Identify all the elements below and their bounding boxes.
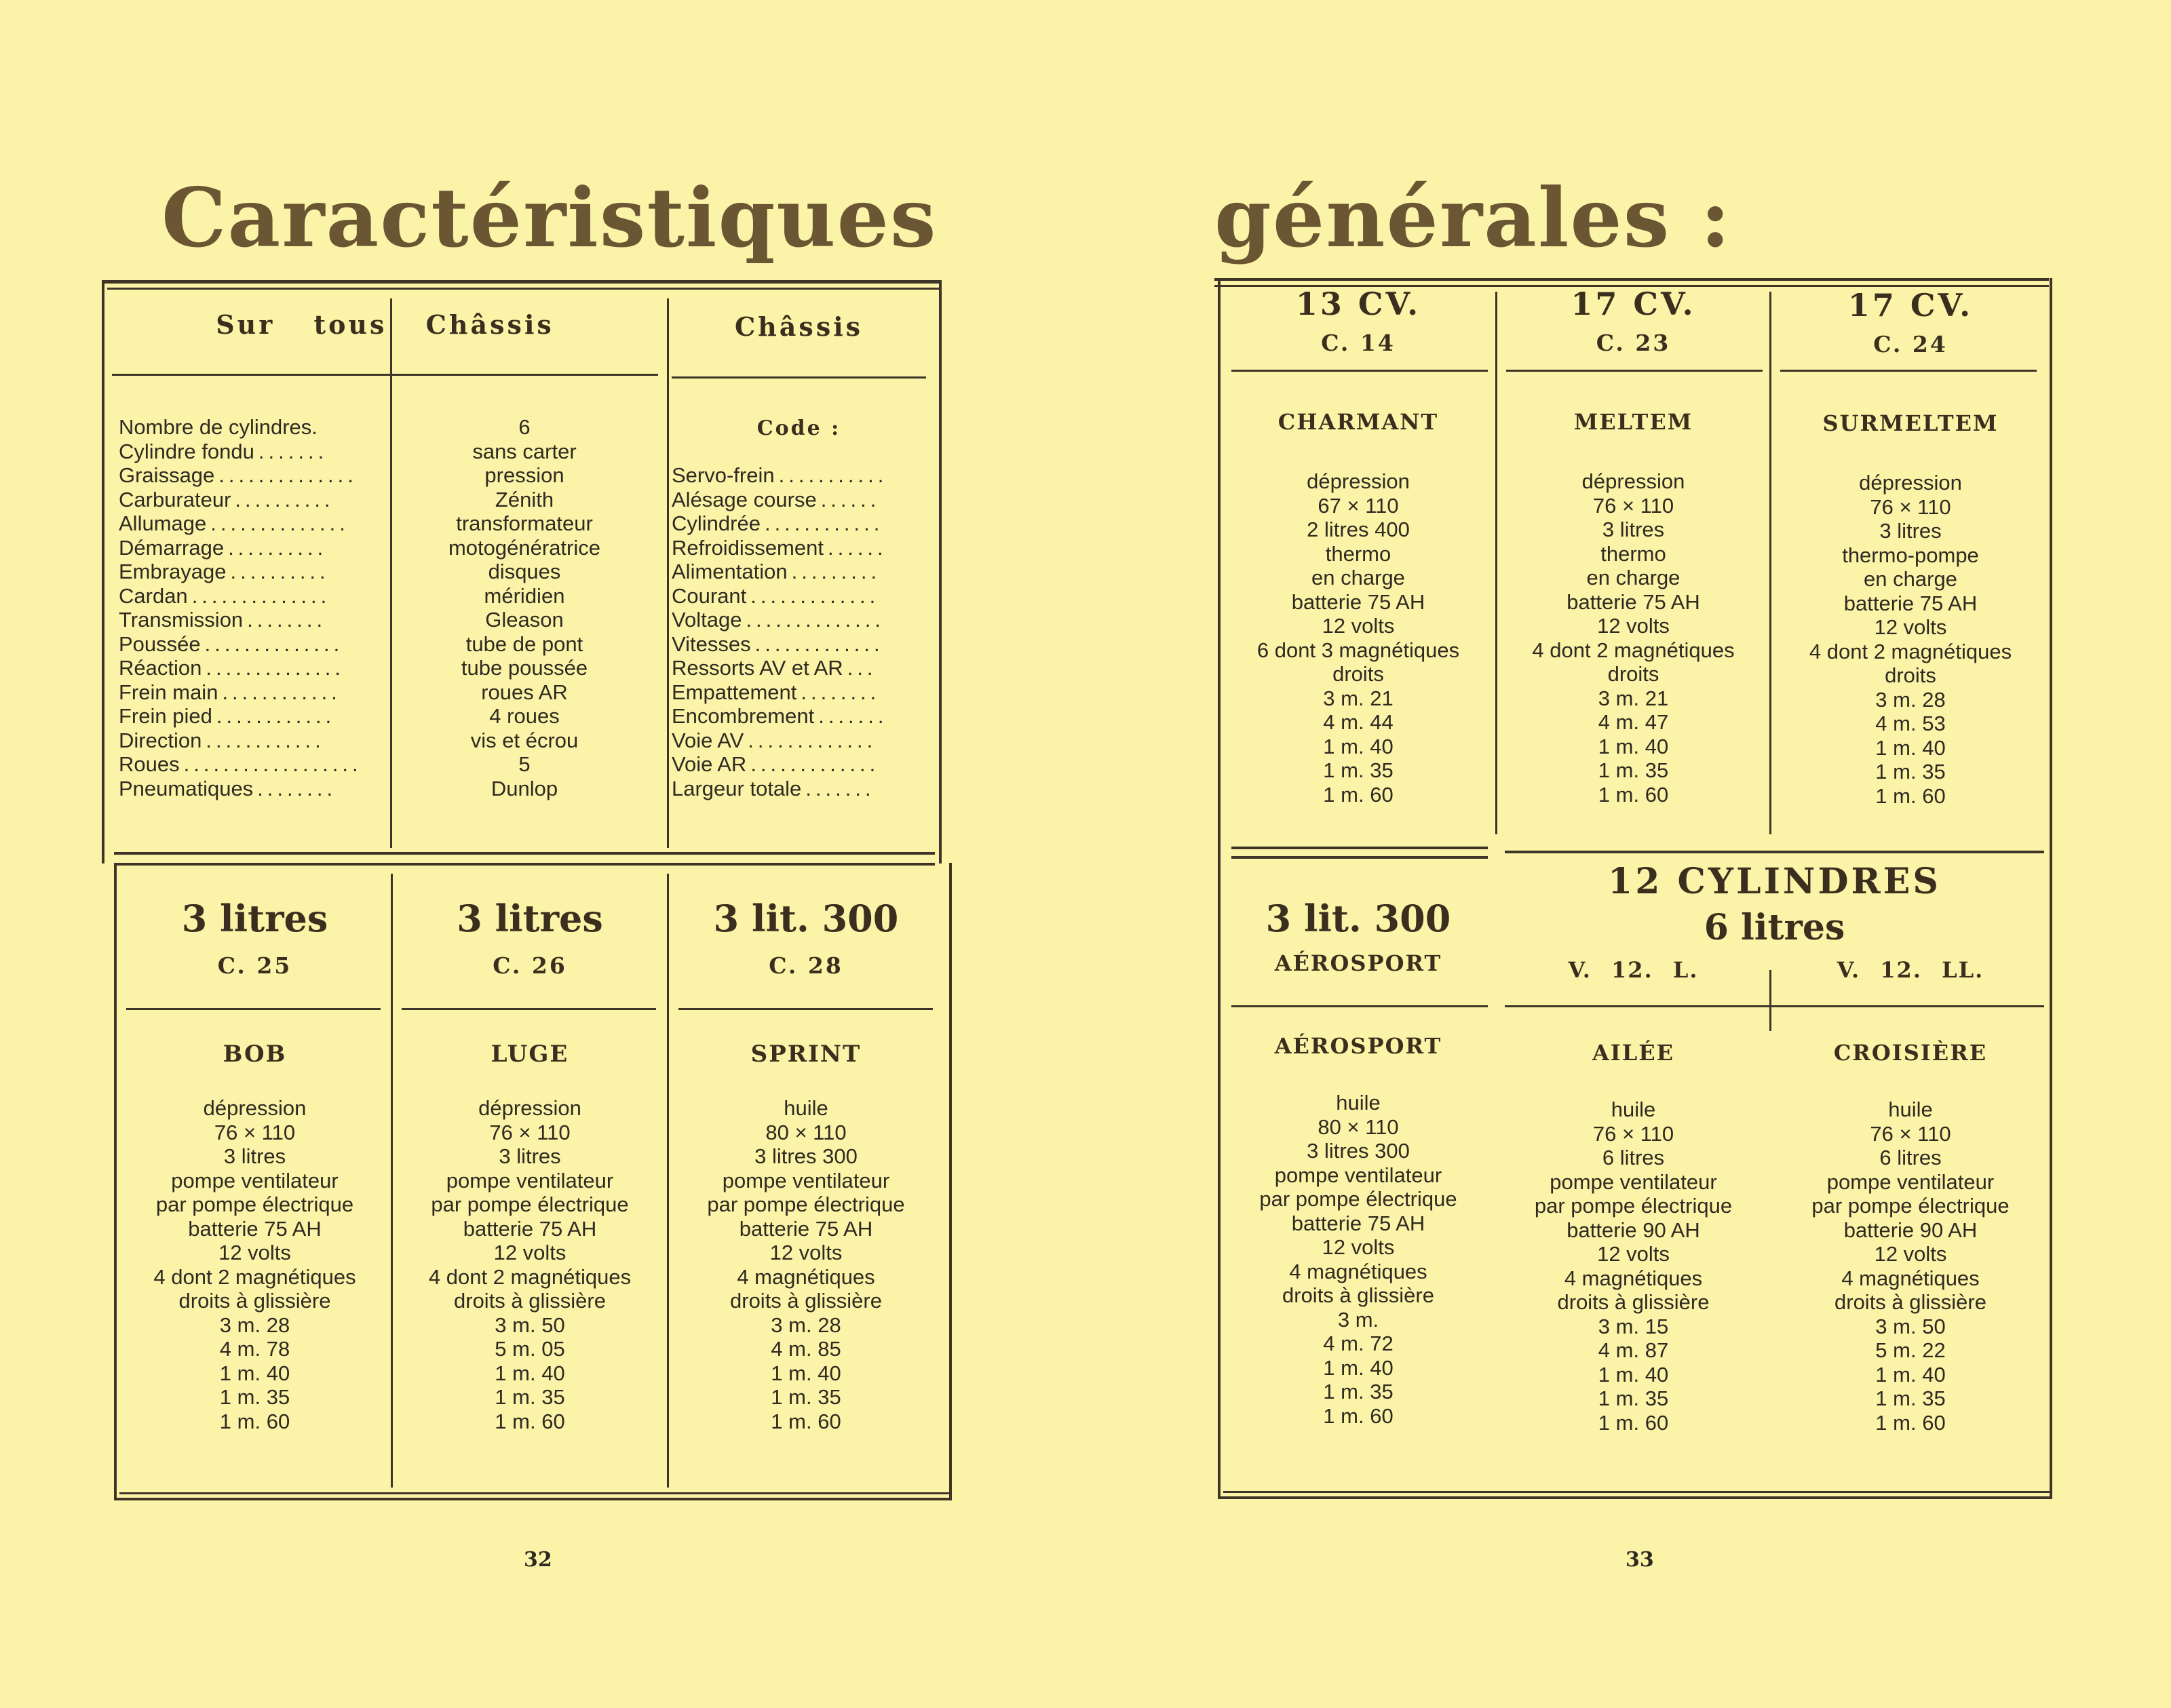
list-item: 12 volts [1597, 614, 1670, 638]
list-item: 12 volts [1322, 1235, 1395, 1259]
model-name: MELTEM [1573, 409, 1693, 435]
list-item: droits à glissière [730, 1289, 882, 1313]
list-item: 12 volts [769, 1241, 843, 1264]
list-item: 1 m. 35 [1875, 760, 1946, 783]
list-item: tube de pont [465, 632, 583, 656]
list-item: par pompe électrique [707, 1192, 905, 1216]
list-item: pompe ventilateur [446, 1168, 614, 1192]
list-item: Frein pied ............ [119, 704, 336, 728]
list-item: huile [784, 1096, 828, 1120]
list-item: 4 dont 2 magnétiques [1809, 639, 2012, 663]
model-column-sprint [670, 897, 942, 1433]
model-code: C. 23 [1596, 330, 1671, 356]
list-item: 3 m. 21 [1598, 686, 1669, 710]
list-item: Transmission ........ [119, 608, 327, 632]
common-labels [119, 415, 380, 800]
list-item: 3 litres [1879, 519, 1942, 543]
list-item: droits à glissière [1282, 1283, 1434, 1307]
list-item: Poussée .............. [119, 632, 344, 656]
list-item: Cylindrée ............ [672, 511, 884, 535]
list-item: dépression [203, 1096, 307, 1120]
list-item: Alésage course ...... [672, 487, 881, 511]
list-item: 1 m. 60 [1598, 1410, 1669, 1435]
list-item: Largeur totale ....... [672, 776, 875, 800]
model-specs [1497, 469, 1769, 807]
list-item: 1 m. 60 [771, 1409, 841, 1433]
list-item: 80 × 110 [1318, 1114, 1399, 1139]
chassis-header: Châssis [734, 311, 864, 342]
list-item: vis et écrou [470, 728, 579, 752]
list-item: dépression [1581, 469, 1685, 493]
list-item: dépression [478, 1096, 581, 1120]
list-item: 4 m. 87 [1598, 1338, 1669, 1362]
list-item: transformateur [456, 511, 593, 535]
list-item: 1 m. 40 [1598, 734, 1669, 758]
list-item: 12 volts [1322, 614, 1395, 638]
list-item: batterie 75 AH [463, 1216, 597, 1241]
model-column-croisiere [1771, 955, 2050, 1435]
list-item: Frein main ............ [119, 680, 341, 704]
model-column-bob [121, 897, 389, 1433]
list-item: 3 m. 50 [495, 1313, 565, 1337]
list-item: 1 m. 60 [219, 1409, 290, 1433]
list-item: 76 × 110 [214, 1120, 296, 1144]
divider [112, 374, 658, 376]
list-item: tube poussée [461, 656, 588, 680]
page-number: 32 [524, 1548, 552, 1572]
list-item: 4 roues [489, 704, 560, 728]
page-number: 33 [1626, 1548, 1654, 1572]
list-item: sans carter [472, 439, 577, 463]
model-specs [1221, 469, 1495, 807]
list-item: par pompe électrique [1259, 1187, 1457, 1211]
list-item: Cylindre fondu ....... [119, 439, 328, 463]
page-title-right: générales : [1214, 170, 1732, 266]
list-item: batterie 75 AH [1291, 589, 1425, 614]
list-item: 4 dont 2 magnétiques [1532, 638, 1735, 662]
list-item: 3 m. 15 [1598, 1314, 1669, 1338]
list-item: 4 dont 2 magnétiques [428, 1264, 632, 1289]
list-item: Encombrement ....... [672, 704, 888, 728]
model-capacity: 3 litres [457, 897, 603, 940]
list-item: pompe ventilateur [1550, 1169, 1717, 1194]
model-specs [395, 1096, 665, 1433]
list-item: 1 m. 35 [1323, 1380, 1394, 1403]
list-item: 3 m. 28 [771, 1313, 841, 1337]
list-item: 4 m. 72 [1323, 1332, 1394, 1355]
list-item: huile [1336, 1091, 1381, 1114]
list-item: 3 m. 28 [1875, 687, 1946, 712]
list-item: droits à glissière [178, 1289, 331, 1313]
list-item: thermo [1600, 541, 1666, 566]
list-item: 1 m. 35 [1323, 758, 1394, 782]
list-item: 4 m. 44 [1323, 710, 1394, 734]
list-item: thermo-pompe [1842, 543, 1979, 567]
list-item: 1 m. 35 [1598, 1386, 1669, 1410]
list-item: 12 volts [1874, 615, 1947, 639]
list-item: dépression [1307, 469, 1410, 493]
model-column-surmeltem [1771, 285, 2050, 808]
list-item: 4 magnétiques [1289, 1259, 1427, 1283]
model-name: AÉROSPORT [1274, 1033, 1442, 1059]
list-item: thermo [1325, 541, 1391, 566]
model-code: C. 24 [1873, 331, 1948, 357]
model-specs [670, 1096, 942, 1433]
list-item: droits à glissière [1557, 1290, 1710, 1314]
chassis-code-label: Code : [756, 416, 841, 440]
list-item: 6 dont 3 magnétiques [1256, 638, 1460, 662]
list-item: 3 m. 21 [1323, 686, 1394, 710]
list-item: 3 litres [223, 1144, 286, 1168]
list-item: 76 × 110 [1870, 494, 1951, 519]
list-item: 3 m. [1337, 1307, 1379, 1332]
list-item: 1 m. 35 [1875, 1386, 1946, 1410]
list-item: huile [1611, 1098, 1656, 1121]
list-item: Embrayage .......... [119, 560, 330, 583]
list-item: 6 [518, 415, 531, 439]
list-item: batterie 75 AH [1567, 589, 1700, 614]
list-item: 76 × 110 [1592, 1121, 1674, 1146]
list-item: Démarrage .......... [119, 535, 328, 560]
list-item: en charge [1864, 567, 1957, 591]
model-code: V. 12. L. [1568, 957, 1699, 983]
list-item: pompe ventilateur [171, 1168, 339, 1192]
model-name: CHARMANT [1277, 409, 1439, 435]
model-capacity: 3 litres [181, 897, 328, 940]
list-item: 1 m. 60 [1323, 782, 1394, 807]
list-item: Courant ............. [672, 583, 880, 608]
list-item: pompe ventilateur [722, 1168, 890, 1192]
list-item: 4 dont 2 magnétiques [153, 1264, 356, 1289]
list-item: 2 litres 400 [1307, 518, 1410, 541]
list-item: 6 litres [1602, 1146, 1665, 1169]
list-item: 4 m. 53 [1875, 712, 1946, 735]
model-code: C. 26 [493, 952, 567, 979]
list-item: Allumage .............. [119, 511, 349, 535]
list-item: 4 m. 47 [1598, 710, 1669, 734]
model-name: CROISIÈRE [1833, 1040, 1988, 1066]
list-item: 1 m. 40 [1323, 734, 1394, 758]
list-item: Voltage .............. [672, 608, 885, 632]
list-item: Zénith [495, 487, 554, 511]
list-item: roues AR [481, 680, 568, 704]
list-item: 12 volts [1874, 1242, 1947, 1266]
list-item: huile [1888, 1098, 1933, 1121]
list-item: batterie 75 AH [1291, 1211, 1425, 1235]
twelve-cylinder-capacity: 6 litres [1704, 907, 1845, 948]
list-item: Voie AR ............. [672, 752, 880, 776]
twelve-cylinder-header [1505, 860, 2044, 950]
model-name: LUGE [491, 1041, 569, 1068]
list-item: 3 litres 300 [754, 1144, 858, 1168]
list-item: 1 m. 35 [1598, 758, 1669, 782]
list-item: 4 m. 85 [771, 1337, 841, 1361]
list-item: droits [1885, 663, 1936, 687]
list-item: motogénératrice [448, 535, 600, 560]
list-item: Carburateur .......... [119, 487, 334, 511]
list-item: droits à glissière [1834, 1290, 1986, 1314]
list-item: 1 m. 40 [1323, 1355, 1394, 1380]
list-item: 1 m. 40 [1875, 735, 1946, 760]
model-specs [1497, 1098, 1769, 1435]
list-item: Ressorts AV et AR ... [672, 656, 877, 680]
model-name: BOB [223, 1041, 287, 1068]
list-item: en charge [1586, 566, 1680, 589]
list-item: Servo-frein ........... [672, 463, 888, 487]
divider [1231, 856, 1488, 859]
list-item: en charge [1311, 566, 1405, 589]
list-item: 67 × 110 [1318, 493, 1399, 518]
list-item: 5 m. 22 [1875, 1338, 1946, 1362]
list-item: Alimentation ......... [672, 560, 881, 583]
list-item: 1 m. 60 [1323, 1403, 1394, 1428]
divider [667, 298, 669, 848]
list-item: 3 litres [499, 1144, 561, 1168]
list-item: 4 magnétiques [1564, 1266, 1703, 1290]
list-item: Voie AV ............. [672, 728, 877, 752]
list-item: pression [484, 463, 564, 487]
model-code: C. 25 [217, 952, 292, 979]
model-code: AÉROSPORT [1274, 950, 1442, 976]
list-item: 5 [518, 752, 531, 776]
list-item: droits [1332, 662, 1384, 686]
list-item: Nombre de cylindres. [119, 415, 318, 439]
list-item: 5 m. 05 [495, 1337, 565, 1361]
list-item: 1 m. 35 [219, 1385, 290, 1409]
divider [119, 1492, 950, 1494]
list-item: 1 m. 60 [1875, 783, 1946, 808]
list-item: dépression [1859, 471, 1962, 494]
list-item: 1 m. 35 [495, 1385, 565, 1409]
divider [114, 852, 935, 855]
model-name: SURMELTEM [1822, 410, 1999, 436]
twelve-cylinder-title: 12 CYLINDRES [1608, 861, 1941, 902]
model-column-charmant [1221, 284, 1495, 807]
list-item: 4 magnétiques [1841, 1266, 1980, 1290]
model-column-luge [395, 897, 665, 1433]
list-item: Vitesses ............. [672, 632, 884, 656]
list-item: 1 m. 40 [1875, 1362, 1946, 1386]
divider [391, 874, 393, 1488]
list-item: 4 m. 78 [219, 1337, 290, 1361]
model-code: C. 14 [1321, 330, 1396, 356]
list-item: 76 × 110 [1870, 1121, 1951, 1146]
list-item: 1 m. 40 [771, 1361, 841, 1385]
list-item: batterie 75 AH [739, 1216, 873, 1241]
list-item: 4 magnétiques [737, 1264, 875, 1289]
model-column-ailee [1497, 955, 1769, 1435]
list-item: 3 litres 300 [1307, 1139, 1410, 1163]
model-specs [121, 1096, 389, 1433]
list-item: Direction ............ [119, 728, 325, 752]
list-item: Dunlop [491, 776, 558, 800]
page-title-left: Caractéristiques [161, 170, 938, 266]
list-item: 1 m. 35 [771, 1385, 841, 1409]
list-item: batterie 90 AH [1567, 1218, 1700, 1242]
list-item: 76 × 110 [1592, 493, 1674, 518]
list-item: 3 litres [1602, 518, 1665, 541]
model-column-aerosport [1221, 897, 1495, 1428]
list-item: Réaction .............. [119, 656, 345, 680]
model-code: V. 12. LL. [1837, 957, 1984, 983]
model-capacity: 3 lit. 300 [1265, 897, 1451, 940]
list-item: Pneumatiques ........ [119, 776, 337, 800]
list-item: 1 m. 60 [495, 1409, 565, 1433]
list-item: batterie 90 AH [1843, 1218, 1978, 1242]
model-column-meltem [1497, 284, 1769, 807]
chassis-labels [672, 463, 926, 800]
list-item: méridien [484, 583, 565, 608]
list-item: 12 volts [493, 1241, 566, 1264]
list-item: Empattement ........ [672, 680, 881, 704]
list-item: 1 m. 60 [1598, 782, 1669, 807]
model-power: 17 CV. [1847, 287, 1974, 324]
list-item: par pompe électrique [1534, 1194, 1733, 1218]
list-item: par pompe électrique [1811, 1194, 2010, 1218]
list-item: 3 m. 28 [219, 1313, 290, 1337]
model-specs [1771, 1098, 2050, 1435]
list-item: par pompe électrique [431, 1192, 629, 1216]
list-item: 80 × 110 [765, 1120, 847, 1144]
list-item: pompe ventilateur [1274, 1163, 1442, 1187]
list-item: 1 m. 40 [219, 1361, 290, 1385]
model-specs [1221, 1091, 1495, 1428]
divider [667, 874, 669, 1488]
list-item: 76 × 110 [489, 1120, 571, 1144]
model-power: 17 CV. [1571, 286, 1696, 322]
list-item: droits à glissière [454, 1289, 606, 1313]
common-header: Sur tous Châssis [216, 309, 554, 340]
list-item: Cardan .............. [119, 583, 331, 608]
divider [1505, 851, 2044, 853]
common-values [392, 415, 657, 800]
model-code: C. 28 [769, 952, 843, 979]
list-item: disques [488, 560, 561, 583]
list-item: par pompe électrique [155, 1192, 354, 1216]
model-name: SPRINT [750, 1041, 862, 1068]
list-item: 1 m. 40 [495, 1361, 565, 1385]
list-item: batterie 75 AH [1843, 591, 1978, 615]
model-specs [1771, 471, 2050, 808]
list-item: 1 m. 60 [1875, 1410, 1946, 1435]
list-item: batterie 75 AH [188, 1216, 322, 1241]
list-item: pompe ventilateur [1826, 1169, 1995, 1194]
list-item: Refroidissement ...... [672, 535, 887, 560]
divider [1231, 847, 1488, 849]
list-item: 12 volts [1597, 1242, 1670, 1266]
list-item: droits [1607, 662, 1659, 686]
list-item: 12 volts [218, 1241, 291, 1264]
list-item: 3 m. 50 [1875, 1314, 1946, 1338]
model-power: 13 CV. [1295, 286, 1421, 322]
model-name: AILÉE [1592, 1040, 1675, 1066]
list-item: Gleason [485, 608, 564, 632]
divider [1223, 1491, 2050, 1493]
list-item: 6 litres [1879, 1146, 1942, 1169]
list-item: 1 m. 40 [1598, 1362, 1669, 1386]
right-page [1086, 0, 2171, 1708]
list-item: Roues .................. [119, 752, 362, 776]
list-item: Graissage .............. [119, 463, 358, 487]
divider [672, 376, 926, 379]
model-capacity: 3 lit. 300 [713, 897, 899, 940]
